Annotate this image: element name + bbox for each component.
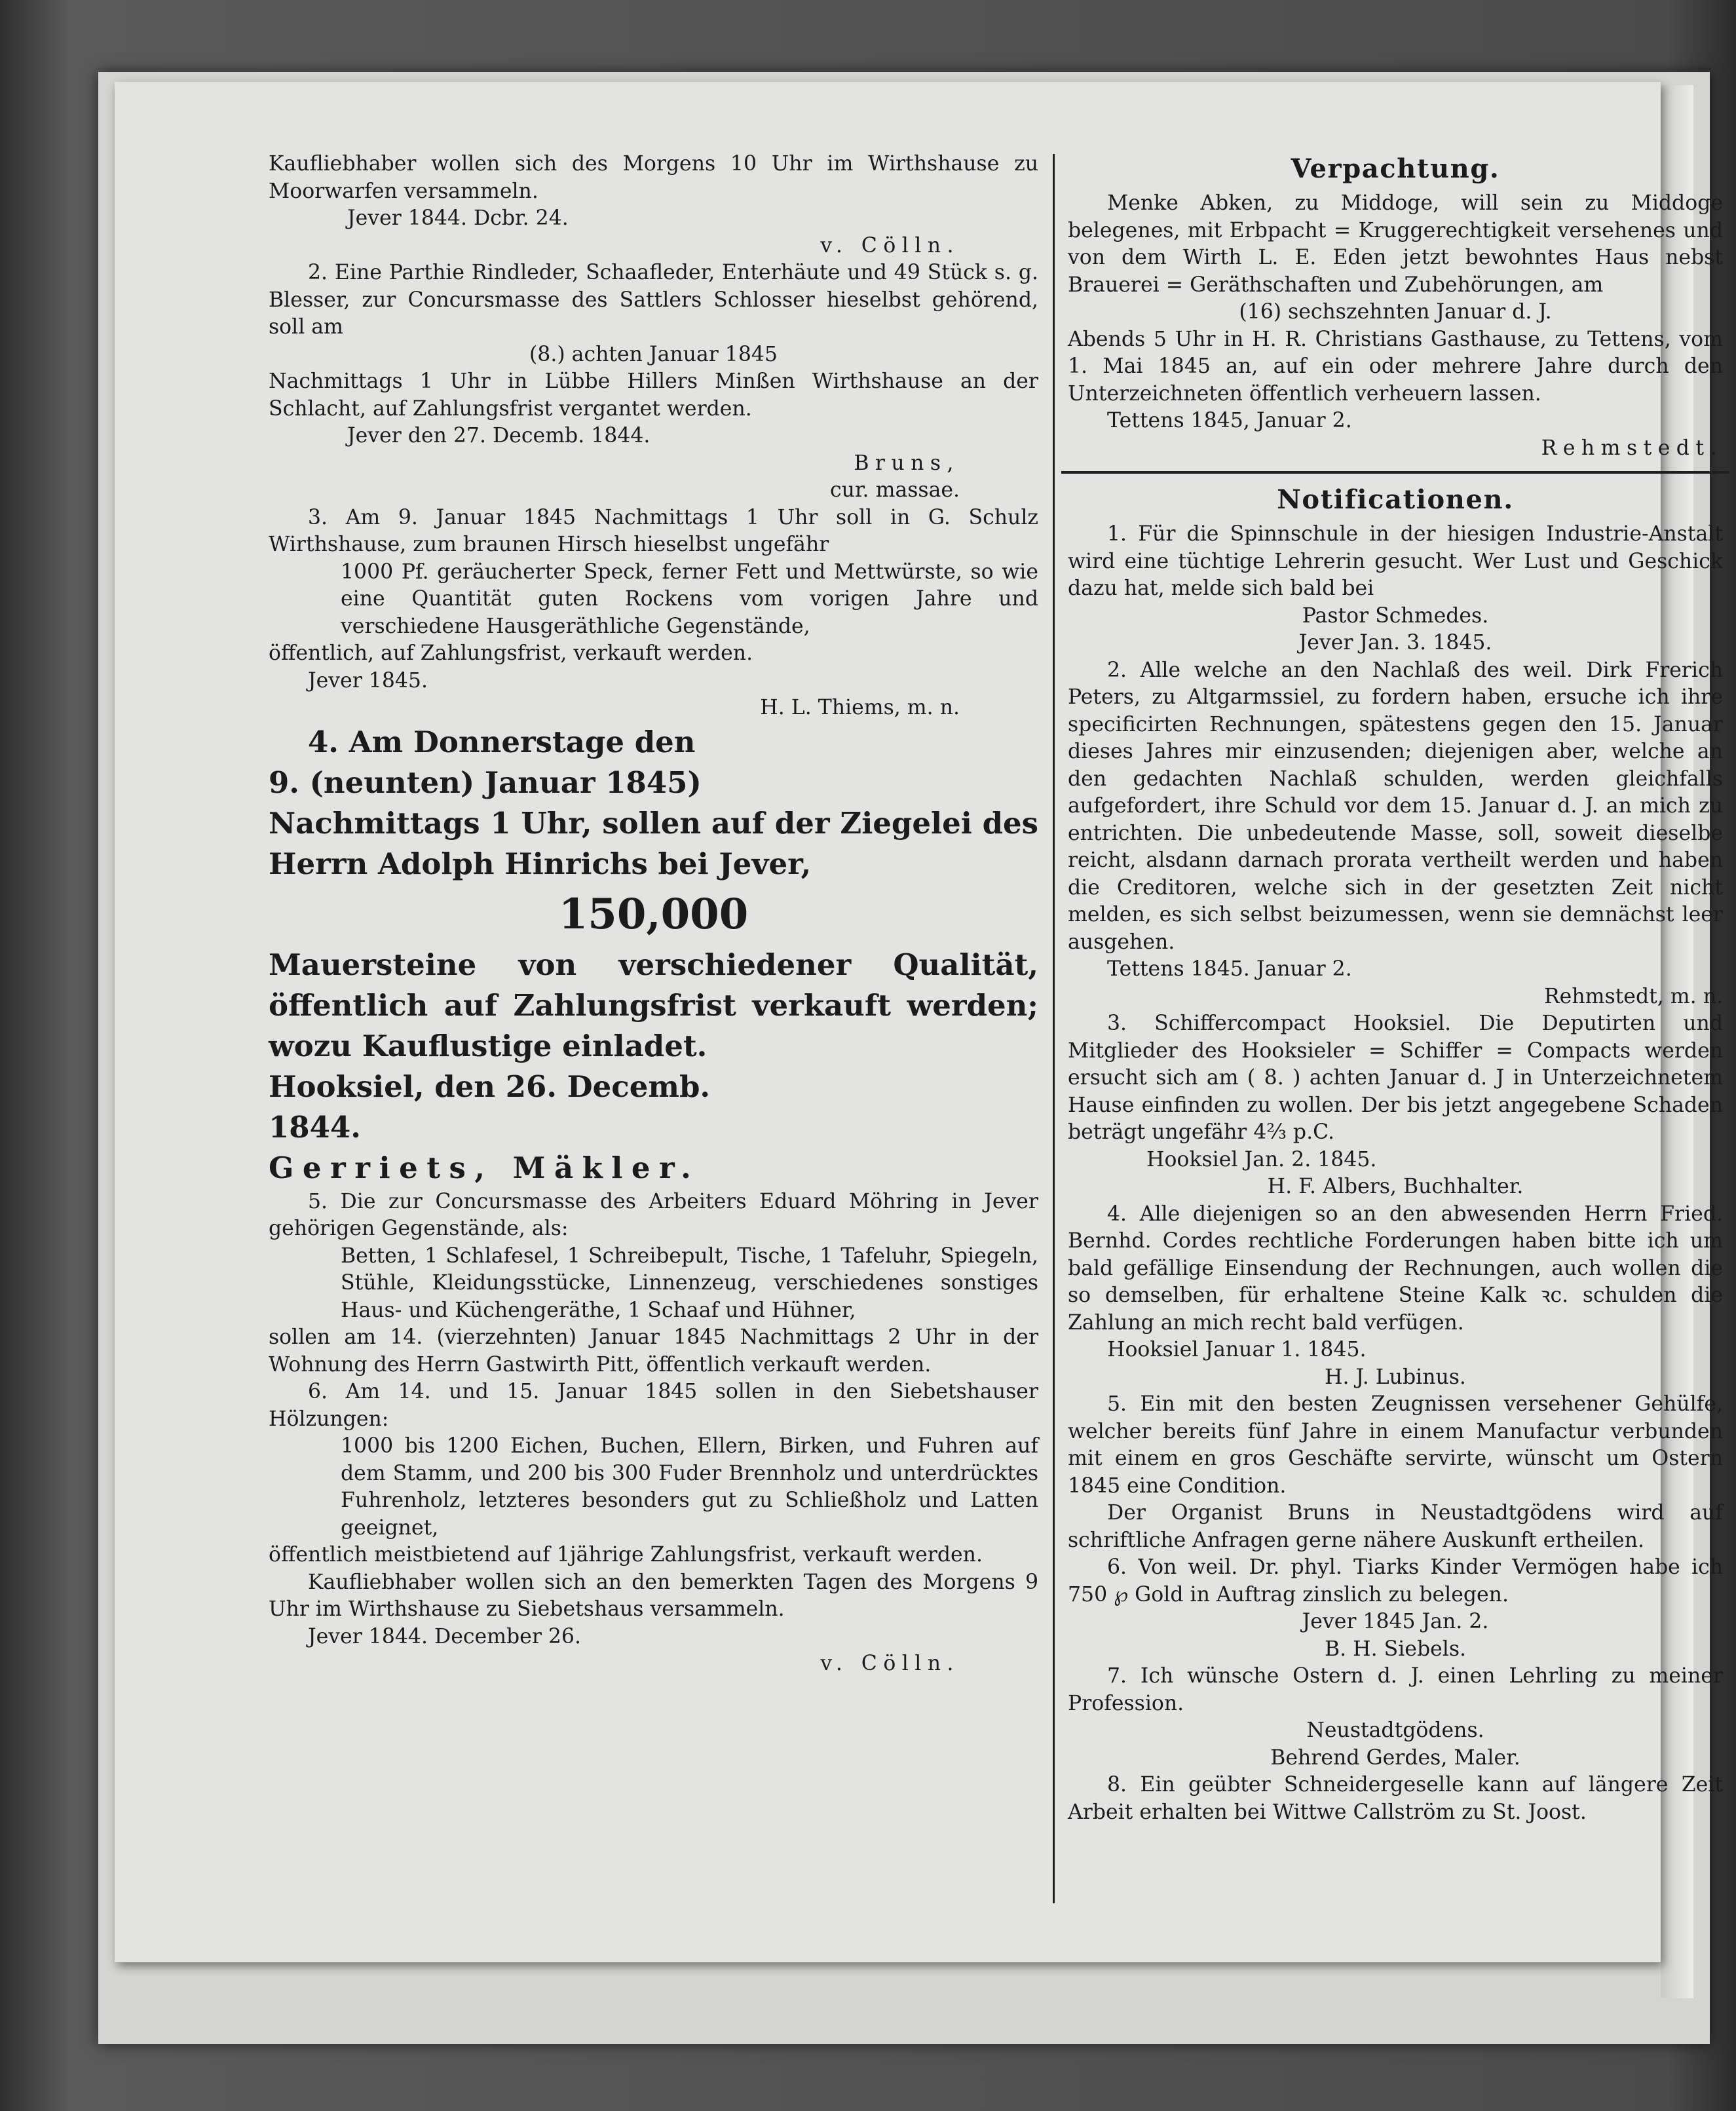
notification-3-signature: H. F. Albers, Buchhalter.	[1267, 1175, 1524, 1198]
notice-2-date: (8.) achten Januar 1845	[529, 342, 778, 366]
notice-4-date: 9. (neunten) Januar 1845)	[269, 765, 702, 800]
notice-2: 2. Eine Parthie Rindleder, Schaafleder, Enterhäute und 49 Stück s. g. Blesser, zur Concursmasse des Sattlers Schlosser hieselbst gehörend, soll am	[269, 261, 1038, 339]
notification-3-place: Hooksiel Jan. 2. 1845.	[1146, 1147, 1377, 1171]
notice-4-text: Nachmittags 1 Uhr, sollen auf der Ziegelei des Herrn Adolph Hinrichs bei Jever,	[269, 805, 1038, 881]
lease-date: (16) sechszehnten Januar d. J.	[1239, 300, 1552, 324]
place-date: Jever 1844. Dcbr. 24.	[347, 206, 569, 230]
notice-6-items: 1000 bis 1200 Eichen, Buchen, Ellern, Birken, und Fuhren auf dem Stamm, und 200 bis 300 Fuder Brennholz und unterdrücktes Fuhrenholz, letzteres besonders gut zu Schließholz und Latten geeignet,	[341, 1434, 1038, 1540]
notification-4: 4. Alle diejenigen so an den abwesenden Herrn Fried. Bernhd. Cordes rechtliche Forderungen haben bitte ich um bald gefällige Einsendung der Rechnungen, auch wollen die so demselben, für erhaltene Steine Kalk ꝛc. schulden die Zahlung an mich recht bald verfügen.	[1068, 1202, 1723, 1335]
notification-8: 8. Ein geübter Schneidergeselle kann auf längere Zeit Arbeit erhalten bei Wittwe Callström zu St. Joost.	[1068, 1773, 1723, 1824]
notification-1-place: Jever Jan. 3. 1845.	[1298, 631, 1492, 655]
notice-2-text: Nachmittags 1 Uhr in Lübbe Hillers Minßen Wirthshause an der Schlacht, auf Zahlungsfrist vergantet werden.	[269, 370, 1038, 421]
section-heading-verpachtung: Verpachtung.	[1291, 153, 1500, 184]
lease-text: Abends 5 Uhr in H. R. Christians Gasthause, zu Tettens, vom 1. Mai 1845 an, auf ein oder mehrere Jahre durch den Unterzeichneten öffentlich verheuern lassen.	[1068, 327, 1723, 406]
notice-5-text: sollen am 14. (vierzehnten) Januar 1845 Nachmittags 2 Uhr in der Wohnung des Herrn Gastwirth Pitt, öffentlich verkauft werden.	[269, 1325, 1038, 1377]
notification-3: 3. Schiffercompact Hooksiel. Die Deputirten und Mitglieder des Hooksieler = Schiffer = Compacts werden ersucht sich am ( 8. ) achten Januar d. J in Unterzeichnetem Hause einfinden zu wollen. Der bis jetzt angegebene Schaden beträgt ungefähr 4⅔ p.C.	[1068, 1012, 1723, 1144]
newspaper-page	[115, 82, 1723, 1962]
notice-2-place: Jever den 27. Decemb. 1844.	[347, 424, 651, 447]
notice-4-place: Hooksiel, den 26. Decemb.	[269, 1069, 711, 1104]
section-heading-notificationen: Notificationen.	[1277, 484, 1514, 515]
notification-7: 7. Ich wünsche Ostern d. J. einen Lehrling zu meiner Profession.	[1068, 1664, 1723, 1715]
notice-6-place: Jever 1844. December 26.	[308, 1624, 581, 1648]
notice-3: 3. Am 9. Januar 1845 Nachmittags 1 Uhr soll in G. Schulz Wirthshause, zum braunen Hirsch hieselbst ungefähr	[269, 505, 1038, 556]
notice-5-items: Betten, 1 Schlafesel, 1 Schreibepult, Tische, 1 Tafeluhr, Spiegeln, Stühle, Kleidungsstücke, Linnenzeug, verschiedenes sonstiges Haus- und Küchengeräthe, 1 Schaaf und Hühner,	[341, 1244, 1038, 1322]
notice-6-signature: v. Cölln.	[820, 1652, 960, 1675]
notice-4-signature: Gerriets, Mäkler.	[269, 1150, 700, 1185]
notice-3-items: 1000 Pf. geräucherter Speck, ferner Fett und Mettwürste, so wie eine Quantität guten Rockens vom vorigen Jahre und verschiedene Hausgeräthliche Gegenstände,	[341, 560, 1038, 638]
notification-2-signature: Rehmstedt, m. n.	[1543, 984, 1723, 1008]
notification-2-place: Tettens 1845. Januar 2.	[1107, 957, 1352, 981]
notification-1: 1. Für die Spinnschule in der hiesigen Industrie-Anstalt wird eine tüchtige Lehrerin gesucht. Wer Lust und Geschick dazu hat, melde sich bald bei	[1068, 522, 1723, 600]
notice-4-year: 1844.	[269, 1109, 361, 1145]
signature: v. Cölln.	[820, 233, 960, 257]
notice-4-heading: 4. Am Donnerstage den	[308, 724, 696, 759]
notification-5: 5. Ein mit den besten Zeugnissen versehener Gehülfe, welcher bereits fünf Jahre in einem Manufactur verbunden mit einem en gros Geschäfte servirte, wünscht um Ostern 1845 eine Condition.	[1068, 1392, 1723, 1498]
notice-2-signature-role: cur. massae.	[830, 478, 960, 502]
notification-6-signature: B. H. Siebels.	[1324, 1637, 1467, 1661]
notice-2-signature: Bruns,	[854, 451, 960, 475]
notice-text: Kaufliebhaber wollen sich des Morgens 10 Uhr im Wirthshause zu Moorwarfen versammeln.	[269, 152, 1038, 203]
lease-place: Tettens 1845, Januar 2.	[1107, 409, 1352, 432]
lease-signature: Rehmstedt.	[1541, 436, 1723, 460]
notification-4-signature: H. J. Lubinus.	[1325, 1365, 1466, 1389]
lease-notice: Menke Abken, zu Middoge, will sein zu Middoge belegenes, mit Erbpacht = Kruggerechtigkeit versehenes und von dem Wirth L. E. Eden jetzt bewohntes Haus nebst Brauerei = Geräthschaften und Zubehörungen, am	[1068, 191, 1723, 297]
notice-6-text: öffentlich meistbietend auf 1jährige Zahlungsfrist, verkauft werden.	[269, 1543, 983, 1567]
notice-4-text-2: Mauersteine von verschiedener Qualität, öffentlich auf Zahlungsfrist verkauft werden; wozu Kauflustige einladet.	[269, 947, 1038, 1063]
column-divider	[1053, 154, 1055, 1903]
notice-6-text-2: Kaufliebhaber wollen sich an den bemerkten Tagen des Morgens 9 Uhr im Wirthshause zu Siebetshaus versammeln.	[269, 1570, 1038, 1621]
notification-5-text: Der Organist Bruns in Neustadtgödens wird auf schriftliche Anfragen gerne nähere Auskunft ertheilen.	[1068, 1501, 1723, 1552]
notification-6: 6. Von weil. Dr. phyl. Tiarks Kinder Vermögen habe ich 750 ℘ Gold in Auftrag zinslich zu belegen.	[1068, 1555, 1723, 1607]
notification-2: 2. Alle welche an den Nachlaß des weil. Dirk Frerich Peters, zu Altgarmssiel, zu fordern haben, ersuche ich ihre specificirten Rechnungen, spätestens gegen den 15. Januar dieses Jahres mir einzusenden; diejenigen aber, welche an den gedachten Nachlaß schulden, werden gleichfalls aufgefordert, ihre Schuld vor dem 15. Januar d. J. an mich zu entrichten. Die unbedeutende Masse, soll, soweit dieselbe reicht, alsdann darnach prorata vertheilt werden und haben die Creditoren, welche sich in der gesetzten Zeit nicht melden, es sich selbst beizumessen, wenn sie demnächst leer ausgehen.	[1068, 658, 1723, 954]
notice-3-signature: H. L. Thiems, m. n.	[760, 696, 960, 719]
notice-4-quantity: 150,000	[558, 889, 749, 939]
notification-4-place: Hooksiel Januar 1. 1845.	[1107, 1338, 1367, 1361]
notice-3-text: öffentlich, auf Zahlungsfrist, verkauft werden.	[269, 641, 753, 665]
notice-5: 5. Die zur Concursmasse des Arbeiters Eduard Möhring in Jever gehörigen Gegenstände, als:	[269, 1189, 1038, 1240]
left-column	[269, 151, 1038, 1678]
notification-7-signature: Behrend Gerdes, Maler.	[1270, 1745, 1520, 1770]
right-column	[1068, 151, 1723, 1826]
notice-6: 6. Am 14. und 15. Januar 1845 sollen in den Siebetshauser Hölzungen:	[269, 1380, 1038, 1431]
notification-1-signature: Pastor Schmedes.	[1302, 603, 1489, 628]
notification-7-place: Neustadtgödens.	[1306, 1719, 1484, 1742]
notification-6-place: Jever 1845 Jan. 2.	[1302, 1610, 1489, 1633]
notice-3-place: Jever 1845.	[308, 668, 428, 693]
section-rule	[1061, 471, 1729, 474]
